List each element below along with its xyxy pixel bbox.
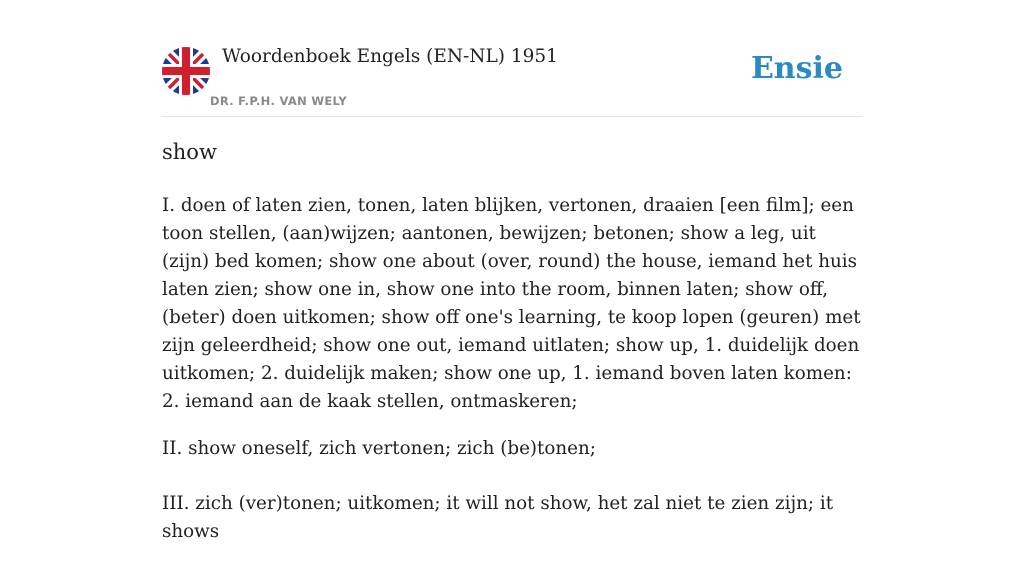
dictionary-header [162, 0, 862, 117]
dictionary-title[interactable]: Woordenboek Engels (EN-NL) 1951 [222, 46, 558, 67]
sense-2: II. show oneself, zich vertonen; zich (be)tonen; [162, 438, 596, 459]
uk-flag-icon [162, 47, 210, 95]
entry-senses [162, 192, 862, 565]
sense-1: I. doen of laten zien, tonen, laten blijken, vertonen, draaien [een film]; een toon stellen, (aan)wijzen; aantonen, bewijzen; betonen; show a leg, uit (zijn) bed komen; show one about (over, round) the house, iemand het huis laten zien; show one in, show one into the room, binnen laten; show off, (beter) doen uitkomen; show off one's learning, te koop lopen (geuren) met zijn geleerdheid; show one out, iemand uitlaten; show up, 1. duidelijk doen uitkomen; 2. duidelijk maken; show one up, 1. iemand boven laten komen: 2. iemand aan de kaak stellen, ontmaskeren; [162, 195, 861, 412]
ensie-logo-link[interactable]: Ensie [750, 51, 843, 86]
sense-3: III. zich (ver)tonen; uitkomen; it will not show, het zal niet te zien zijn; it shows [162, 493, 834, 542]
dictionary-author: DR. F.P.H. VAN WELY [210, 94, 347, 108]
entry-headword: show [162, 140, 217, 164]
dictionary-page [162, 0, 862, 542]
